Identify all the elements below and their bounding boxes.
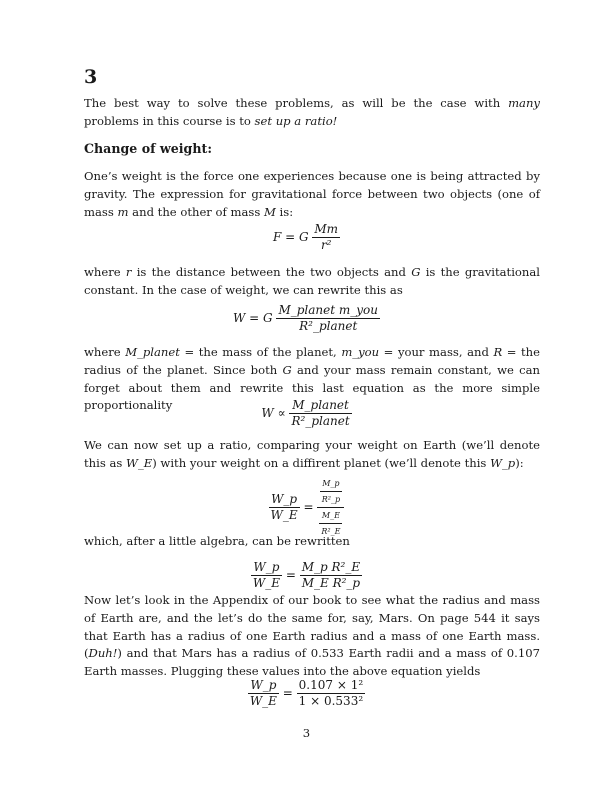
eq3-denominator: R²_planet	[291, 414, 350, 428]
para3-text-1: where	[84, 345, 126, 359]
equation-rewritten-ratio	[0, 560, 613, 591]
eq3-numerator: M_planet	[289, 398, 351, 414]
para3-text-5: and your mass remain constant, we can forget about them and rewrite this last equation as the more simple proportionality	[84, 362, 540, 413]
eq5-right-numerator: M_p R²_E	[301, 560, 361, 574]
eq5-left-fraction	[251, 560, 282, 591]
eq2-denominator: R²_planet	[299, 319, 358, 333]
eq4-left-denominator: W_E	[270, 508, 298, 522]
para2-text-3: is the gravitational constant. In the case of weight, we can rewrite this as	[84, 265, 540, 297]
eq5-right-denominator: M_E R²_p	[301, 576, 361, 590]
page-number: 3	[302, 726, 311, 740]
eq6-right-numerator: 0.107 × 1²	[298, 678, 364, 692]
eq4-inner-top-num: M_p	[320, 476, 342, 492]
eq5-equals: =	[285, 568, 296, 582]
eq1-denominator: r²	[320, 238, 332, 252]
eq4-left-numerator: W_p	[269, 492, 300, 508]
eq4-left-fraction	[269, 492, 300, 523]
para2-text-2: is the distance between the two objects and	[131, 265, 412, 279]
intro-paragraph	[84, 95, 540, 131]
eq4-inner-bottom-num: M_E	[319, 508, 342, 524]
paragraph-appendix-values	[84, 592, 540, 681]
intro-emphasis-many: many	[508, 96, 540, 110]
eq5-right-fraction	[300, 560, 362, 591]
eq2-fraction	[276, 303, 380, 334]
intro-text-1: The best way to solve these problems, as will be the case with	[84, 96, 509, 110]
var-G-2: G	[282, 362, 292, 377]
eq4-right-numerator	[317, 476, 344, 508]
paragraph-gravity	[84, 168, 540, 221]
equation-mars-values	[0, 678, 613, 709]
intro-emphasis-ratio: set up a ratio!	[254, 113, 338, 128]
var-W-p: W_p	[490, 455, 516, 470]
var-m-you: m_you	[341, 345, 380, 359]
eq1-numerator: Mm	[314, 222, 339, 236]
var-R: R	[493, 345, 503, 359]
equation-proportionality	[0, 398, 613, 429]
eq5-left-numerator: W_p	[251, 560, 282, 576]
eq4-equals: =	[303, 500, 314, 514]
eq4-inner-top-den: R²_p	[321, 495, 341, 504]
var-M: M	[264, 204, 276, 219]
paragraph-weight-rewrite	[84, 264, 540, 300]
para1-text-3: is:	[275, 204, 294, 219]
eq4-inner-bottom-den: R²_E	[321, 527, 341, 536]
eq2-lhs: W = G	[233, 311, 273, 325]
eq5-left-denominator: W_E	[252, 576, 280, 590]
var-G: G	[411, 265, 421, 279]
para1-text-2: and the other of mass	[128, 204, 264, 219]
para4-text-3: ):	[515, 455, 524, 470]
var-m: m	[117, 204, 129, 219]
eq4-right-fraction	[317, 476, 344, 539]
eq6-equals: =	[282, 686, 293, 700]
eq6-right-fraction	[297, 678, 365, 709]
eq1-lhs: F = G	[272, 230, 309, 244]
equation-weight-ratio	[0, 476, 613, 539]
var-r: r	[125, 265, 132, 279]
equation-gravitational-force	[0, 222, 613, 253]
var-W-E: W_E	[126, 455, 153, 470]
eq6-left-denominator: W_E	[249, 694, 277, 708]
para3-text-3: = your mass, and	[379, 345, 494, 359]
var-m-planet: M_planet	[125, 345, 180, 359]
eq3-fraction	[289, 398, 351, 429]
section-heading: Change of weight:	[84, 141, 212, 156]
eq3-lhs: W ∝	[261, 406, 286, 420]
eq6-left-numerator: W_p	[248, 678, 279, 694]
para1-text-1: One’s weight is the force one experiences because one is being attracted by gravity. The expression for gravitational force between two objects (one of mass	[84, 169, 540, 219]
para2-text-1: where	[84, 265, 126, 279]
eq6-right-denominator: 1 × 0.533²	[298, 694, 364, 708]
section-number: 3	[84, 66, 98, 88]
eq6-left-fraction	[248, 678, 279, 709]
intro-text-2: problems in this course is to	[84, 113, 255, 128]
emphasis-duh: Duh!	[88, 646, 118, 661]
eq4-inner-top-fraction	[320, 476, 342, 507]
equation-weight	[0, 303, 613, 334]
para3-text-4: = the radius of the planet. Since both	[84, 345, 541, 377]
para3-text-2: = the mass of the planet,	[179, 345, 342, 359]
para4-text-2: ) with your weight on a diffirent planet (we’ll denote this	[152, 455, 491, 470]
eq2-numerator: M_planet m_you	[278, 303, 378, 317]
para4-text-1: We can now set up a ratio, comparing your weight on Earth (we’ll denote this as	[84, 438, 540, 470]
para6-text-1: Now let’s look in the Appendix of our book to see what the radius and mass of Earth are, and the let’s do the same for, say, Mars. On page 544 it says that Earth has a radius of one Earth radius and a mass of one Earth mass. (	[84, 593, 540, 661]
para6-text-2: ) and that Mars has a radius of 0.533 Earth radii and a mass of 0.107 Earth masses. Plugging these values into the above equation yields	[84, 646, 540, 679]
paragraph-ratio-setup	[84, 437, 540, 473]
eq1-fraction	[312, 222, 340, 253]
paragraph-algebra: which, after a little algebra, can be rewritten	[84, 534, 350, 548]
